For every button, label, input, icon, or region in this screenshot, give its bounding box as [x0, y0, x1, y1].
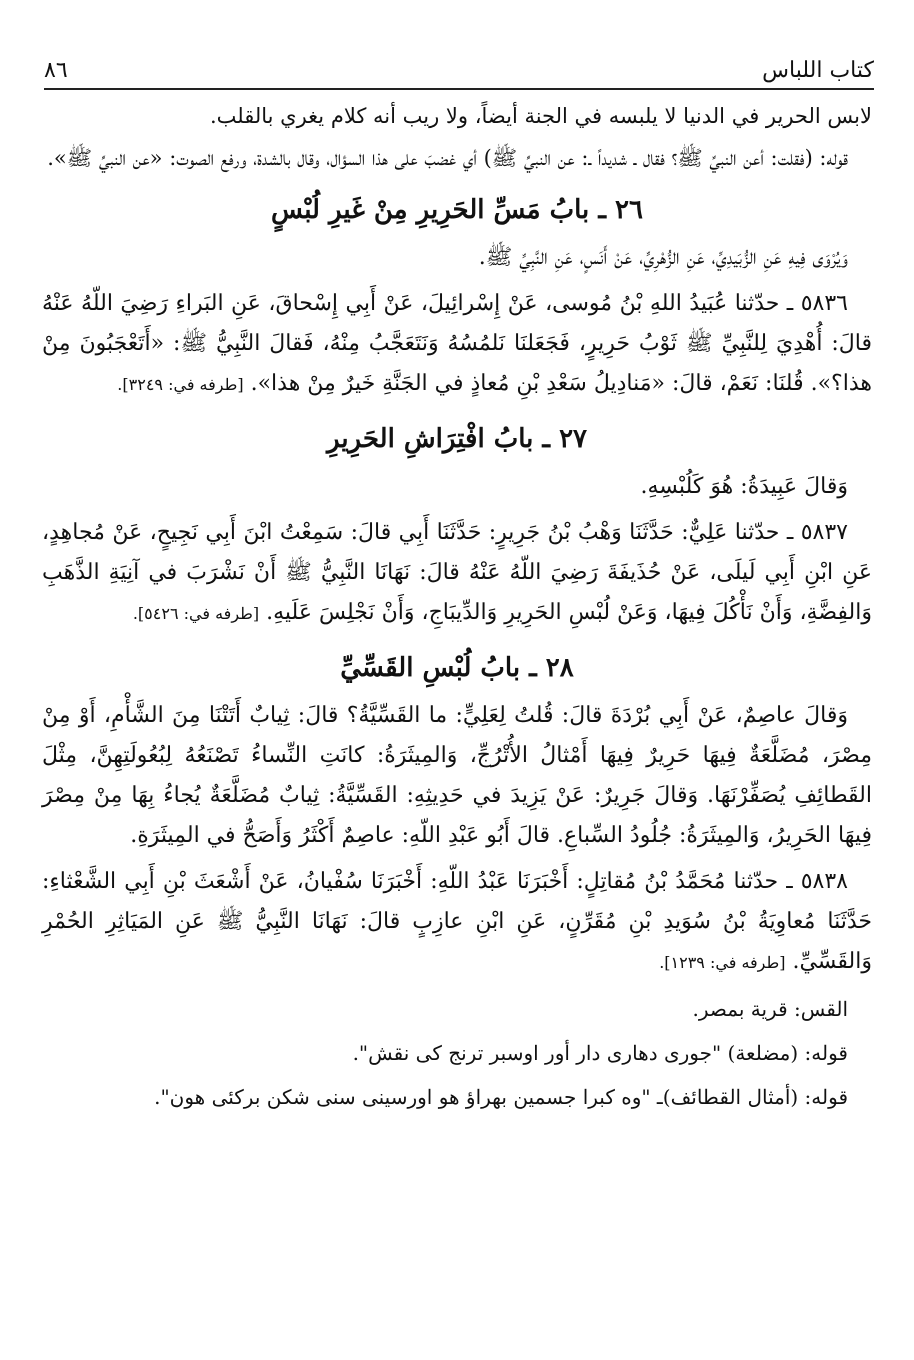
chapter-27-intro: وَقالَ عَبِيدَةُ: هُوَ كَلُبْسِهِ.	[640, 474, 848, 499]
footnote-qass: القس: قرية بمصر.	[692, 997, 848, 1021]
hadith-5836-text: ٥٨٣٦ ـ حدّثنا عُبَيدُ اللهِ بْنُ مُوسى، عَنْ إِسْرائِيلَ، عَنْ أَبِي إِسْحاقَ، عَنِ البَراءِ رَضِيَ اللّهُ عَنْهُ قالَ: أُهْدِيَ لِلنَّبِيِّ ﷺ ثَوْبُ حَرِيرٍ، فَجَعَلنَا نَلمُسُهُ وَنَتَعَجَّبُ مِنْهُ، فَقالَ النَّبِيُّ ﷺ: «أَتَعْجَبُونَ مِنْ هذا؟». قُلنَا: نَعَمْ، قالَ: «مَنادِيلُ سَعْدِ بْنِ مُعاذٍ في الجَنَّةِ خَيرٌ مِنْ هذا».	[42, 291, 872, 396]
page-body	[42, 98, 872, 1121]
chapter-26-intro: وَيُرْوَى فِيهِ عَنِ الزُّبَيدِيِّ، عَنِ الزُّهْرِيِّ، عَنْ أَنَسٍ، عَنِ النَّبِيِّ ﷺ.	[478, 245, 848, 270]
hadith-5836-ref: [طرفه في: ٣٢٤٩].	[117, 375, 244, 394]
header-rule	[44, 88, 874, 90]
hadith-5837	[42, 513, 872, 634]
hadith-5836	[42, 284, 872, 405]
page-header	[44, 55, 874, 83]
chapter-26-title: ٢٦ ـ بابُ مَسِّ الحَرِيرِ مِنْ غَيرِ لُبْسٍ	[271, 195, 643, 225]
page-number: ٨٦	[44, 58, 68, 83]
book-title: كتاب اللباس	[762, 58, 874, 83]
footnote-qataif: قوله: (أمثال القطائف)ـ "وه کبرا جسمين بهراؤ هو اورسينی سنی شکن برکئی هون".	[154, 1085, 848, 1109]
hadith-5837-ref: [طرفه في: ٥٤٢٦].	[132, 604, 260, 623]
footnote-mudallaa: قوله: (مضلعة) "جوری دهاری دار أور اوسبر ترنج کی نقش".	[352, 1041, 848, 1065]
intro-line: لابس الحرير في الدنيا لا يلبسه في الجنة أيضاً، ولا ريب أنه كلام يغري بالقلب.	[209, 104, 872, 128]
chapter-28-title: ٢٨ ـ بابُ لُبْسِ القَسِّيِّ	[340, 653, 574, 683]
chapter-28-intro: وَقالَ عاصِمٌ، عَنْ أَبِي بُرْدَةَ قالَ: قُلتُ لِعَلِيٍّ: ما القَسِّيَّةُ؟ قالَ: ثِيابٌ أَتَتْنَا مِنَ الشَّأْمِ، أَوْ مِنْ مِصْرَ، مُضَلَّعَةٌ فِيهَا حَرِيرٌ فِيهَا أَمْثالُ الأُتْرُجِّ، وَالمِيثَرَةُ: كانَتِ النِّساءُ تَصْنَعُهُ لِبُعُولَتِهِنَّ، مِثْلَ القَطائِفِ يُصَفِّرْنَهَا. وَقالَ جَرِيرٌ: عَنْ يَزِيدَ في حَدِيثِهِ: القَسِّيَّةُ: ثِيابٌ مُضَلَّعَةٌ يُجاءُ بِهَا مِنْ مِصْرَ فِيهَا الحَرِيرُ، وَالمِيثَرَةُ: جُلُودُ السِّباعِ. قالَ أَبُو عَبْدِ اللّهِ: عاصِمٌ أَكْثَرُ وَأَصَحُّ في المِيثَرَةِ.	[42, 703, 872, 848]
hadith-5838-ref: [طرفه في: ١٢٣٩].	[659, 953, 786, 972]
hadith-5838-text: ٥٨٣٨ ـ حدّثنا مُحَمَّدُ بْنُ مُقاتِلٍ: أَخْبَرَنَا عَبْدُ اللّهِ: أَخْبَرَنَا سُفْيانُ، عَنْ أَشْعَثَ بْنِ أَبِي الشَّعْثاءِ: حَدَّثَنَا مُعاوِيَةُ بْنُ سُوَيدِ بْنِ مُقَرِّنٍ، عَنِ ابْنِ عازِبٍ قالَ: نَهَانَا النَّبِيُّ ﷺ عَنِ المَيَاثِرِ الحُمْرِ وَالقَسِّيِّ.	[42, 869, 872, 974]
intro-paragraph: قوله: (فقلت: أعن النبيِّ ﷺ؟ فقال ـ شديداً ـ: عن النبيِّ ﷺ) أي غضبَ على هذا السؤال، وقال بالشدة، ورفع الصوت: «عن النبيِّ ﷺ».	[47, 146, 848, 170]
hadith-5838	[42, 862, 872, 983]
hadith-5837-text: ٥٨٣٧ ـ حدّثنا عَلِيٌّ: حَدَّثَنَا وَهْبُ بْنُ جَرِيرٍ: حَدَّثَنَا أَبِي قالَ: سَمِعْتُ ابْنَ أَبِي نَجِيحٍ، عَنْ مُجاهِدٍ، عَنِ ابْنِ أَبِي لَيلَى، عَنْ حُذَيفَةَ رَضِيَ اللّهُ عَنْهُ قالَ: نَهَانَا النَّبِيُّ ﷺ أَنْ نَشْرَبَ في آنِيَةِ الذَّهَبِ وَالفِضَّةِ، وَأَنْ نَأْكُلَ فِيهَا، وَعَنْ لُبْسِ الحَرِيرِ وَالدِّيبَاجِ، وَأَنْ نَجْلِسَ عَلَيهِ.	[42, 520, 872, 625]
chapter-27-title: ٢٧ ـ بابُ افْتِرَاشِ الحَرِيرِ	[326, 424, 588, 454]
